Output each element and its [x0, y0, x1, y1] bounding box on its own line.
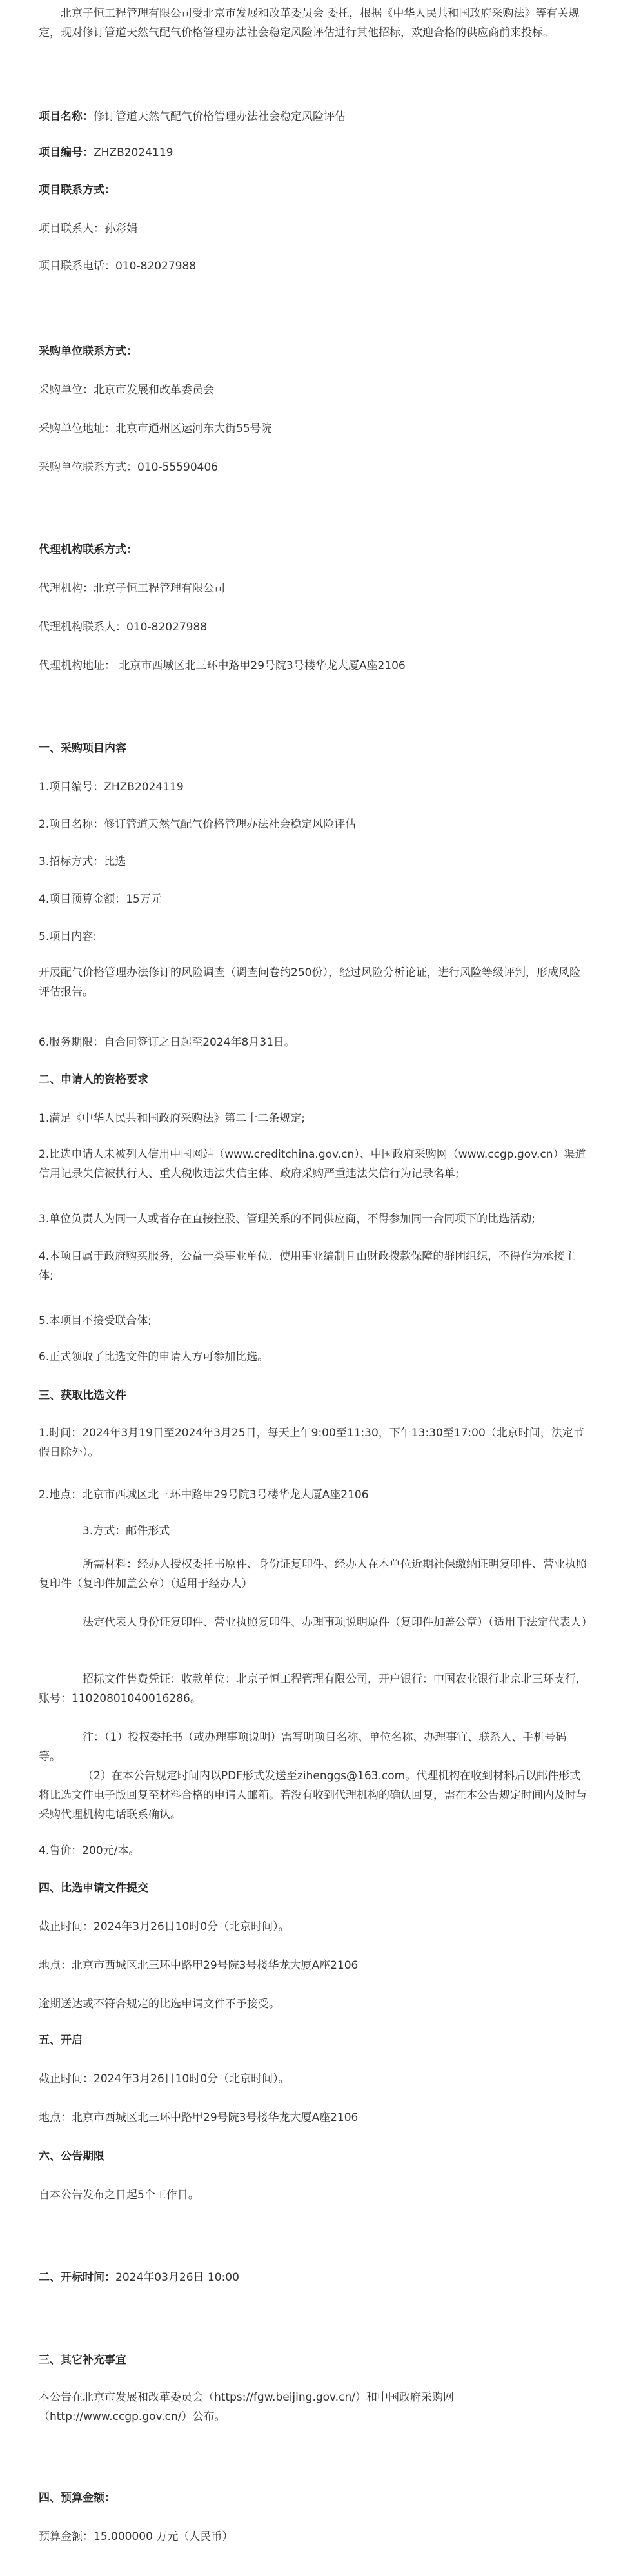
- section3-legal-rep: 法定代表人身份证复印件、营业执照复印件、办理事项说明原件（复印件加盖公章）（适用于法定代表人）: [83, 1616, 593, 1629]
- section5-deadline: 截止时间：2024年3月26日10时0分（北京时间）。: [39, 2073, 290, 2085]
- section4-heading: 四、比选申请文件提交: [39, 1882, 148, 1895]
- agency-address: 代理机构地址： 北京市西城区北三环中路甲29号院3号楼华龙大厦A座2106: [39, 659, 406, 672]
- section2-item-6: 6.正式领取了比选文件的申请人方可参加比选。: [39, 1351, 269, 1363]
- section3-materials: 所需材料：经办人授权委托书原件、身份证复印件、经办人在本单位近期社保缴纳证明复印件、营业执照复印件（复印件加盖公章）（适用于经办人）: [39, 1558, 587, 1590]
- agency-contact-heading: 代理机构联系方式：: [39, 543, 137, 556]
- buyer-contact-heading: 采购单位联系方式：: [39, 345, 137, 358]
- section9-heading: 四、预算金额：: [39, 2492, 115, 2504]
- buyer-phone: 采购单位联系方式：010-55590406: [39, 461, 219, 474]
- section3-place: 2.地点：北京市西城区北三环中路甲29号院3号楼华龙大厦A座2106: [39, 1488, 369, 1501]
- section6-text: 自本公告发布之日起5个工作日。: [39, 2189, 199, 2201]
- section5-heading: 五、开启: [39, 2034, 83, 2047]
- section3-method: 3.方式：邮件形式: [83, 1525, 170, 1537]
- section3-fee: 招标文件售费凭证：收款单位：北京子恒工程管理有限公司，开户银行：中国农业银行北京北三环支行，账号：11020801040016286。: [39, 1673, 587, 1705]
- section4-late-notice: 逾期送达或不符合规定的比选申请文件不予接受。: [39, 1998, 280, 2011]
- agency-name: 代理机构：北京子恒工程管理有限公司: [39, 582, 225, 595]
- section1-item-5: 5.项目内容:: [39, 930, 97, 943]
- section9-text: 预算金额：15.000000 万元（人民币）: [39, 2530, 233, 2543]
- section1-item-3: 3.招标方式：比选: [39, 855, 126, 868]
- section2-item-2: 2.比选申请人未被列入信用中国网站（www.creditchina.gov.cn）、中国政府采购网（www.ccgp.gov.cn）渠道信用记录失信被执行人、重大税收违法失信主体、政府采购严重违法失信行为记录名单;: [39, 1148, 586, 1180]
- section1-item-1: 1.项目编号：ZHZB2024119: [39, 781, 184, 794]
- section4-place: 地点：北京市西城区北三环中路甲29号院3号楼华龙大厦A座2106: [39, 1959, 359, 1972]
- section1-content: 开展配气价格管理办法修订的风险调查（调查问卷约250份），经过风险分析论证，进行风险等级评判，形成风险评估报告。: [39, 966, 580, 999]
- section4-deadline: 截止时间：2024年3月26日10时0分（北京时间）。: [39, 1920, 290, 1933]
- section2-item-3: 3.单位负责人为同一人或者存在直接控股、管理关系的不同供应商，不得参加同一合同项下的比选活动;: [39, 1213, 535, 1225]
- project-code-value: ZHZB2024119: [94, 146, 173, 159]
- section5-place: 地点：北京市西城区北三环中路甲29号院3号楼华龙大厦A座2106: [39, 2111, 359, 2124]
- project-name-row: [39, 107, 587, 126]
- project-code-row: [39, 143, 587, 162]
- section3-note-2: （2）在本公告规定时间内以PDF形式发送至zihenggs@163.com。代理机构在收到材料后以邮件形式将比选文件电子版回复至材料合格的申请人邮箱。若没有收到代理机构的确认回复，需在本公告规定时间内及时与采购代理机构电话联系确认。: [39, 1770, 587, 1821]
- project-contact-person: 项目联系人：孙彩娟: [39, 222, 137, 235]
- agency-contact: 代理机构联系人：010-82027988: [39, 621, 208, 634]
- project-code-label: 项目编号：: [39, 146, 94, 159]
- section3-time: 1.时间：2024年3月19日至2024年3月25日，每天上午9:00至11:30，下午13:30至17:00（北京时间，法定节假日除外）。: [39, 1427, 584, 1459]
- section6-heading: 六、公告期限: [39, 2150, 104, 2163]
- project-contact-heading: 项目联系方式：: [39, 184, 115, 197]
- bid-opening-heading: 二、开标时间：: [39, 2271, 115, 2284]
- section3-heading: 三、获取比选文件: [39, 1389, 126, 1402]
- section2-heading: 二、申请人的资格要求: [39, 1073, 148, 1086]
- section1-item-2: 2.项目名称：修订管道天然气配气价格管理办法社会稳定风险评估: [39, 818, 357, 831]
- buyer-address: 采购单位地址：北京市通州区运河东大街55号院: [39, 422, 272, 435]
- section3-price: 4.售价：200元/本。: [39, 1844, 140, 1857]
- intro-paragraph: 北京子恒工程管理有限公司受北京市发展和改革委员会 委托，根据《中华人民共和国政府采购法》等有关规定，现对修订管道天然气配气价格管理办法社会稳定风险评估进行其他招标，欢迎合格的供应商前来投标。: [39, 7, 580, 39]
- section3-note-1: 注：（1）授权委托书（或办理事项说明）需写明项目名称、单位名称、办理事宜、联系人、手机号码等。: [39, 1731, 567, 1763]
- section1-item-4: 4.项目预算金额：15万元: [39, 893, 162, 906]
- buyer-unit: 采购单位：北京市发展和改革委员会: [39, 384, 214, 396]
- section8-heading: 三、其它补充事宜: [39, 2354, 126, 2366]
- section2-item-5: 5.本项目不接受联合体;: [39, 1314, 152, 1327]
- section8-text: 本公告在北京市发展和改革委员会（https://fgw.beijing.gov.cn/）和中国政府采购网（http://www.ccgp.gov.cn/）公布。: [39, 2391, 455, 2423]
- section2-item-4: 4.本项目属于政府购买服务，公益一类事业单位、使用事业编制且由财政拨款保障的群团组织，不得作为承接主体;: [39, 1250, 576, 1282]
- section1-service: 6.服务期限：自合同签订之日起至2024年8月31日。: [39, 1036, 295, 1049]
- project-name-label: 项目名称：: [39, 110, 94, 123]
- section2-item-1: 1.满足《中华人民共和国政府采购法》第二十二条规定;: [39, 1112, 305, 1125]
- bid-opening-value: 2024年03月26日 10:00: [115, 2271, 239, 2284]
- project-name-value: 修订管道天然气配气价格管理办法社会稳定风险评估: [94, 110, 346, 123]
- project-contact-phone: 项目联系电话：010-82027988: [39, 260, 197, 273]
- section1-heading: 一、采购项目内容: [39, 742, 126, 755]
- bid-opening-row: [39, 2268, 587, 2287]
